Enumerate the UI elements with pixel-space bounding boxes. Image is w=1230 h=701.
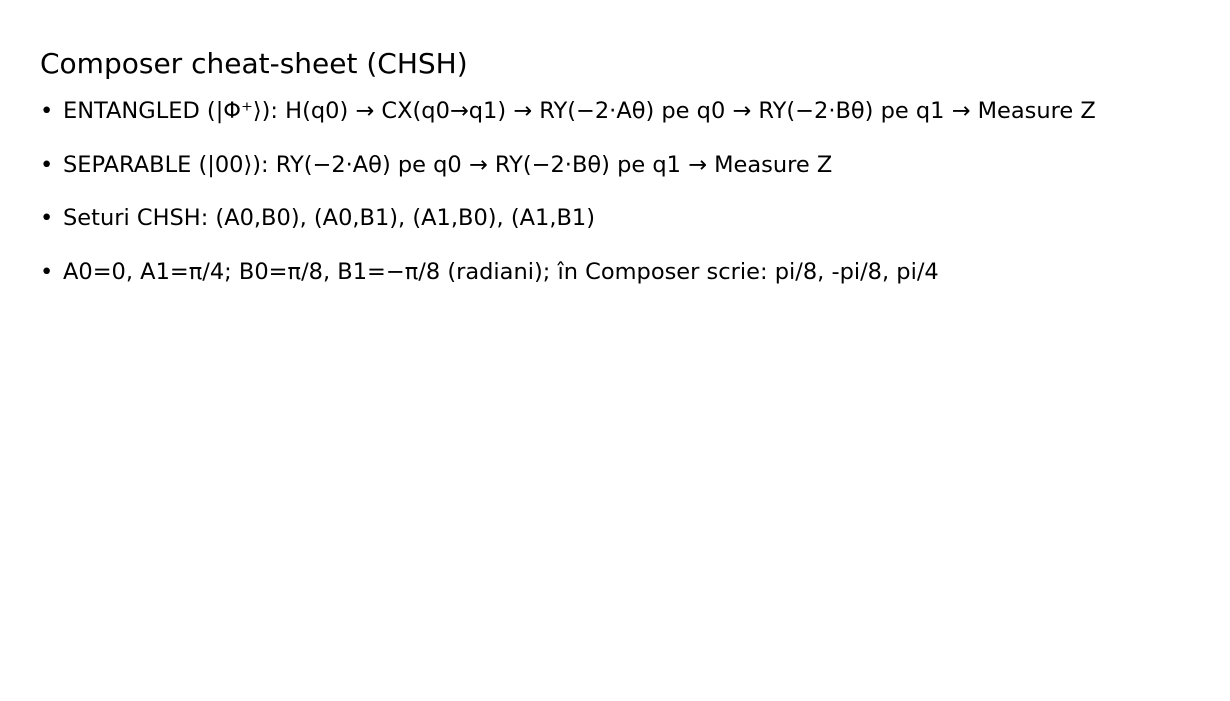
bullet-item-separable <box>40 150 1230 180</box>
bullet-text: ENTANGLED (|Φ⁺⟩): H(q0) → CX(q0→q1) → RY(−2·Aθ) pe q0 → RY(−2·Bθ) pe q1 → Measure Z <box>63 98 1096 124</box>
cheat-sheet <box>40 44 1230 310</box>
bullet-text: A0=0, A1=π/4; B0=π/8, B1=−π/8 (radiani); în Composer scrie: pi/8, -pi/8, pi/4 <box>63 258 939 285</box>
bullet-icon: • <box>40 151 54 178</box>
bullet-icon: • <box>40 258 54 285</box>
bullet-text: Seturi CHSH: (A0,B0), (A0,B1), (A1,B0), (A1,B1) <box>63 205 596 231</box>
bullet-icon: • <box>40 205 54 231</box>
bullet-icon: • <box>40 98 54 124</box>
bullet-item-angles <box>40 257 1230 287</box>
bullet-list <box>40 96 1230 287</box>
page-title: Composer cheat-sheet (CHSH) <box>40 47 468 80</box>
bullet-item-chsh-sets <box>40 203 1230 233</box>
bullet-text: SEPARABLE (|00⟩): RY(−2·Aθ) pe q0 → RY(−2·Bθ) pe q1 → Measure Z <box>63 151 833 178</box>
bullet-item-entangled <box>40 96 1230 126</box>
